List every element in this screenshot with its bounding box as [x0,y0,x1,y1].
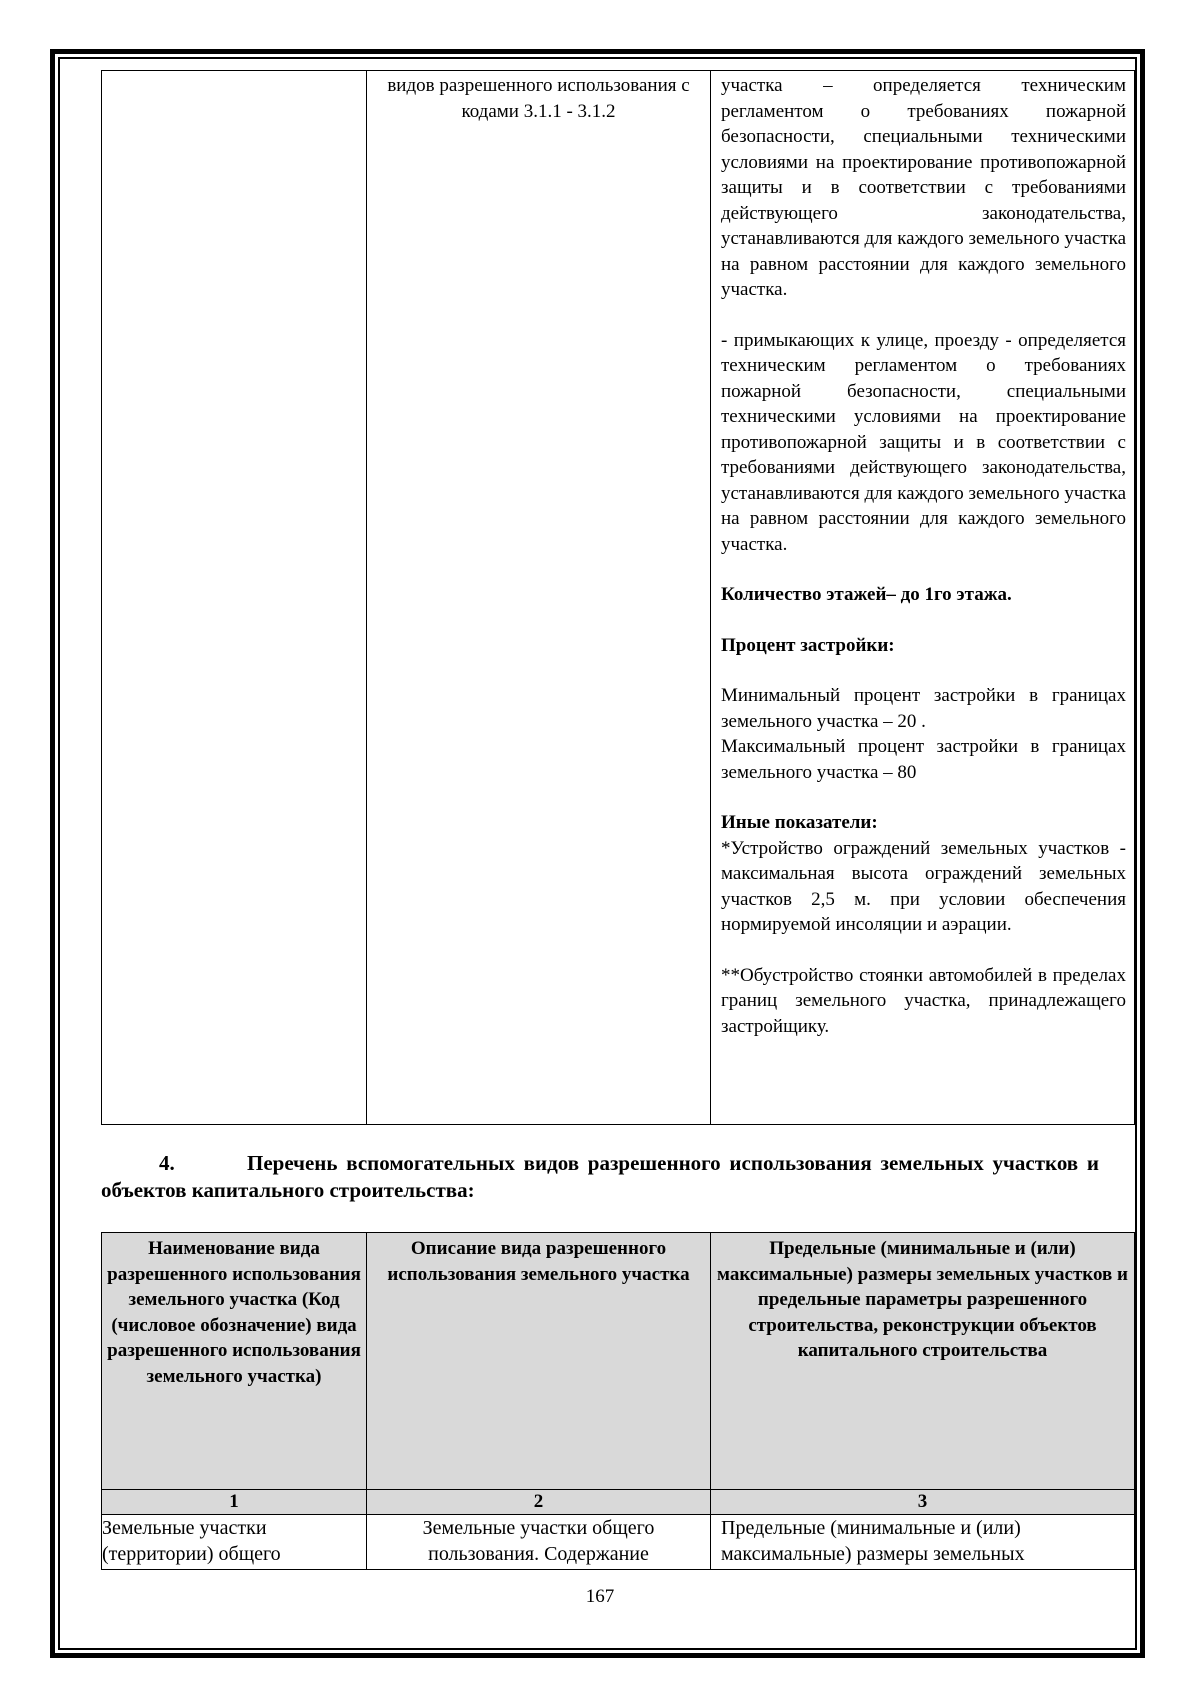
table-row [102,1515,1135,1570]
column-number-row [102,1490,1135,1515]
table1-cell-name [102,71,367,1125]
table-header-row [102,1233,1135,1490]
fences-text: *Устройство ограждений земельных участков - максимальная высота ограждений земельных участков 2,5 м. при условии обеспечения нормируемой инсоляции и аэрации. [721,837,1126,935]
street-setback-text: - примыкающих к улице, проезду - определяется техническим регламентом о требованиях пожарной безопасности, специальными техническими условиями на проектирование противопожарной защиты и в соответствии с требованиями действующего законодательства, устанавливаются для каждого земельного участка на равном расстоянии для каждого земельного участка. [721,329,1126,555]
max-percent-text: Максимальный процент застройки в границах земельного участка – 80 [721,736,1126,783]
row1-col3: Предельные (минимальные и (или) максимальные) размеры земельных [711,1515,1135,1570]
other-title: Иные показатели: [721,812,878,833]
section-number: 4. [159,1151,175,1175]
percent-title: Процент застройки: [721,634,895,656]
header-col-2: Описание вида разрешенного использования земельного участка [367,1233,711,1490]
header-col-3: Предельные (минимальные и (или) максимальные) размеры земельных участков и предельные параметры разрешенного строительства, реконструкции объектов капитального строительства [711,1233,1135,1490]
auxiliary-uses-table [101,1232,1135,1570]
floors-text: Количество этажей– до 1го этажа. [721,584,1012,605]
table-row [102,71,1135,1125]
column-number-3: 3 [711,1490,1135,1515]
setback-text: участка – определяется техническим регламентом о требованиях пожарной безопасности, специальными техническими условиями на проектирование противопожарной защиты и в соответствии с требованиями действующего законодательства, устанавливаются для каждого земельного участка на равном расстоянии для каждого земельного участка. [721,75,1126,300]
row1-col2: Земельные участки общего пользования. Содержание [367,1515,711,1570]
page-number: 167 [585,1586,615,1607]
row1-col1: Земельные участки (территории) общего [102,1515,367,1570]
table1-cell-parameters [711,71,1135,1125]
section-heading [101,1150,1099,1204]
table1-cell-description: видов разрешенного использования с кодами 3.1.1 - 3.1.2 [367,71,711,1125]
column-number-2: 2 [367,1490,711,1515]
section-title: Перечень вспомогательных видов разрешенного использования земельных участков и объектов капитального строительства: [101,1151,1099,1202]
table-continued [101,70,1135,1125]
min-percent-text: Минимальный процент застройки в границах земельного участка – 20 . [721,685,1126,732]
parking-text: **Обустройство стоянки автомобилей в пределах границ земельного участка, принадлежащего застройщику. [721,964,1126,1037]
header-col-1: Наименование вида разрешенного использования земельного участка (Код (числовое обозначение) вида разрешенного использования земельного участка) [102,1233,367,1490]
column-number-1: 1 [102,1490,367,1515]
